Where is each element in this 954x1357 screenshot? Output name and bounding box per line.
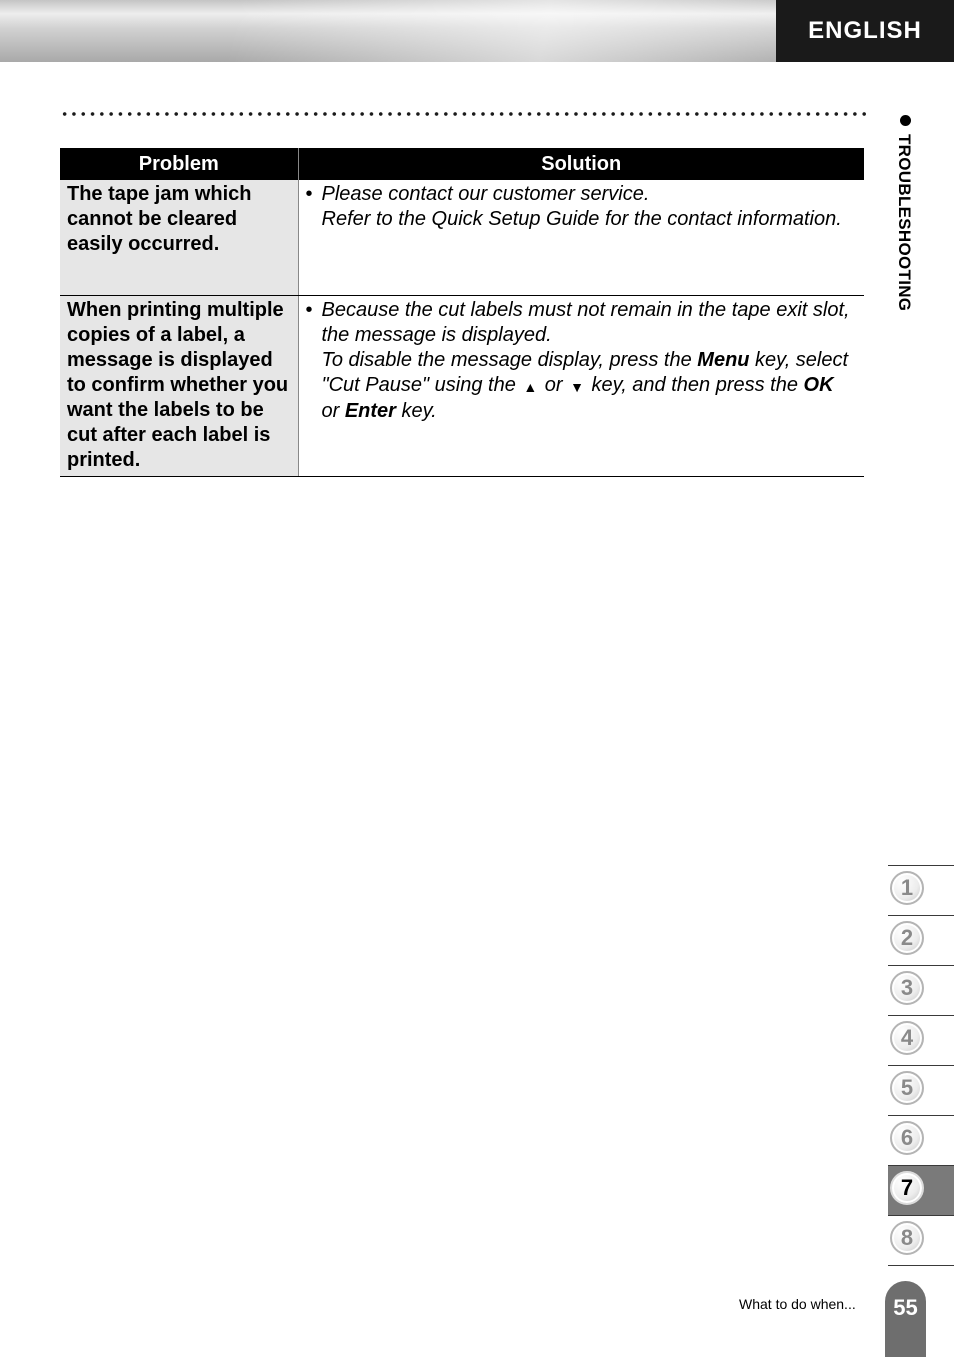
problem-cell: The tape jam which cannot be cleared easily occurred. — [60, 180, 298, 295]
chapter-tab-6[interactable] — [888, 1115, 954, 1165]
solution-text: Because the cut labels must not remain in the tape exit slot, the message is displayed. — [321, 298, 850, 346]
section-title: TROUBLESHOOTING — [895, 134, 914, 312]
chapter-number-2: 2 — [890, 921, 924, 955]
solution-text: Please contact our customer service. — [321, 183, 650, 205]
solution-text-part: key, and then press the — [586, 373, 804, 396]
up-arrow-icon: ▲ — [523, 378, 538, 395]
dotted-divider — [60, 111, 866, 117]
table-row — [60, 180, 864, 295]
ok-key-label: OK — [803, 373, 834, 396]
header-band — [0, 0, 776, 62]
solution-text-part: or — [539, 373, 569, 396]
solution-cell — [298, 180, 864, 295]
bullet-dot-icon — [900, 115, 911, 126]
section-side-label — [893, 112, 917, 352]
chapter-number-5: 5 — [890, 1071, 924, 1105]
chapter-number-7: 7 — [890, 1171, 924, 1205]
solution-text — [322, 348, 857, 424]
table-row — [60, 295, 864, 476]
table-header-row — [60, 148, 864, 180]
solution-text-part: key. — [395, 399, 437, 422]
nav-divider — [888, 1265, 954, 1267]
chapter-tab-2[interactable] — [888, 915, 954, 965]
chapter-tab-8[interactable] — [888, 1215, 954, 1265]
solution-text-part: key, select "Cut Pause" using the — [321, 348, 849, 396]
enter-key-label: Enter — [344, 399, 396, 422]
chapter-tab-5[interactable] — [888, 1065, 954, 1115]
chapter-number-1: 1 — [890, 871, 924, 905]
solution-cell — [298, 295, 864, 476]
solution-text-part: or — [321, 399, 345, 422]
bullet-icon: • — [305, 183, 313, 205]
chapter-tab-1[interactable] — [888, 865, 954, 915]
page-number: 55 — [885, 1281, 926, 1357]
chapter-number-6: 6 — [890, 1121, 924, 1155]
chapter-tab-7[interactable] — [888, 1165, 954, 1215]
header-problem: Problem — [60, 148, 298, 180]
chapter-number-8: 8 — [890, 1221, 924, 1255]
chapter-tab-3[interactable] — [888, 965, 954, 1015]
solution-text: Refer to the Quick Setup Guide for the contact information. — [321, 208, 842, 230]
language-tab: ENGLISH — [776, 0, 954, 62]
chapter-nav — [888, 865, 954, 1267]
chapter-number-3: 3 — [890, 971, 924, 1005]
menu-key-label: Menu — [697, 348, 750, 371]
solution-text-part: To disable the message display, press the — [321, 348, 698, 371]
down-arrow-icon: ▼ — [570, 378, 584, 395]
footer-section-text: What to do when... — [739, 1296, 856, 1312]
header-solution: Solution — [298, 148, 864, 180]
troubleshooting-table — [60, 148, 864, 477]
bullet-icon: • — [305, 298, 313, 321]
chapter-number-4: 4 — [890, 1021, 924, 1055]
problem-cell: When printing multiple copies of a label, a message is displayed to confirm whether you want the labels to be cut after each label is printed. — [60, 295, 298, 476]
chapter-tab-4[interactable] — [888, 1015, 954, 1065]
